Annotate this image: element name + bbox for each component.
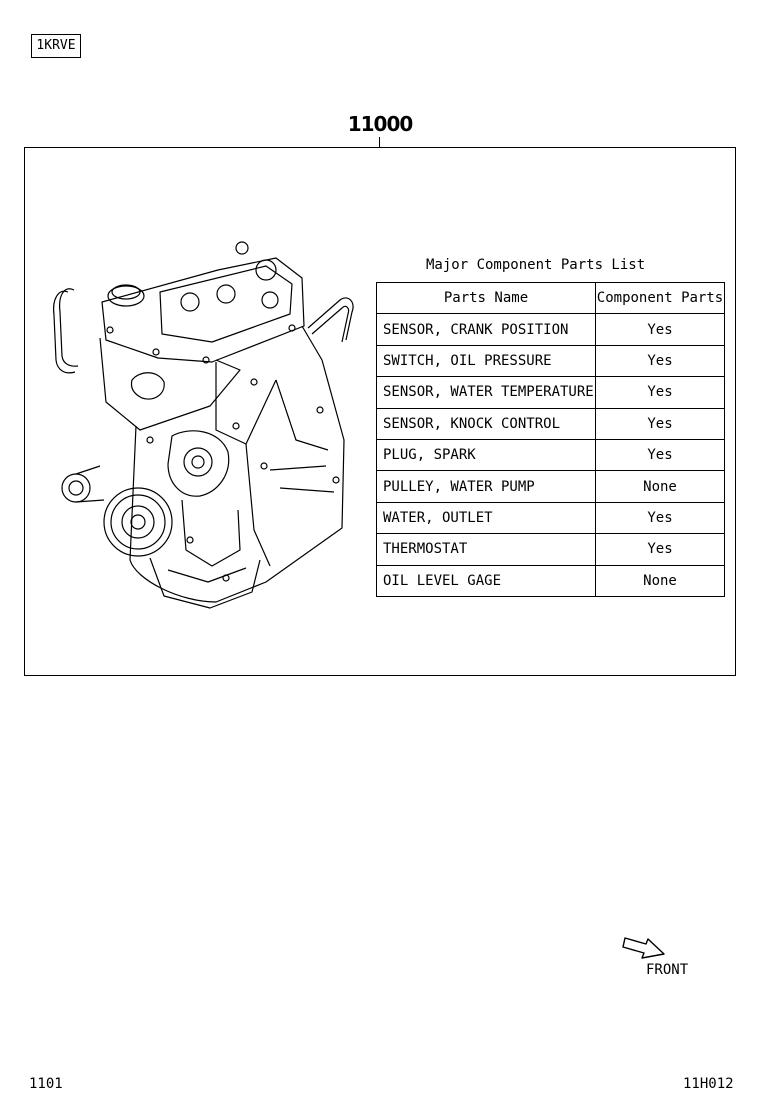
table-row xyxy=(377,471,725,502)
component-status-cell: None xyxy=(596,471,725,502)
part-name-cell: PULLEY, WATER PUMP xyxy=(377,471,596,502)
column-header-parts-name: Parts Name xyxy=(377,283,596,314)
illustration-code: 11H012 xyxy=(683,1076,734,1092)
table-row xyxy=(377,377,725,408)
component-status-cell: Yes xyxy=(596,408,725,439)
part-name-cell: OIL LEVEL GAGE xyxy=(377,565,596,596)
engine-assembly-illustration xyxy=(40,230,355,615)
part-number-leader xyxy=(379,137,380,147)
model-code-tag: 1KRVE xyxy=(31,34,81,58)
component-status-cell: Yes xyxy=(596,377,725,408)
column-header-component-parts: Component Parts xyxy=(596,283,725,314)
table-row xyxy=(377,502,725,533)
part-number: 11000 xyxy=(347,112,413,136)
component-status-cell: Yes xyxy=(596,439,725,470)
component-status-cell: Yes xyxy=(596,502,725,533)
front-label: FRONT xyxy=(646,962,689,978)
part-name-cell: SENSOR, CRANK POSITION xyxy=(377,314,596,345)
component-status-cell: Yes xyxy=(596,345,725,376)
table-row xyxy=(377,345,725,376)
table-row xyxy=(377,314,725,345)
front-arrow-icon xyxy=(622,932,668,962)
part-name-cell: SWITCH, OIL PRESSURE xyxy=(377,345,596,376)
component-status-cell: Yes xyxy=(596,314,725,345)
page-code: 1101 xyxy=(29,1076,63,1092)
part-name-cell: WATER, OUTLET xyxy=(377,502,596,533)
part-name-cell: THERMOSTAT xyxy=(377,534,596,565)
table-row xyxy=(377,565,725,596)
component-status-cell: Yes xyxy=(596,534,725,565)
table-row xyxy=(377,439,725,470)
parts-table xyxy=(376,282,725,597)
table-row xyxy=(377,534,725,565)
part-name-cell: SENSOR, WATER TEMPERATURE xyxy=(377,377,596,408)
table-row xyxy=(377,408,725,439)
part-name-cell: PLUG, SPARK xyxy=(377,439,596,470)
component-status-cell: None xyxy=(596,565,725,596)
table-header-row xyxy=(377,283,725,314)
parts-list-title: Major Component Parts List xyxy=(426,257,646,273)
part-name-cell: SENSOR, KNOCK CONTROL xyxy=(377,408,596,439)
